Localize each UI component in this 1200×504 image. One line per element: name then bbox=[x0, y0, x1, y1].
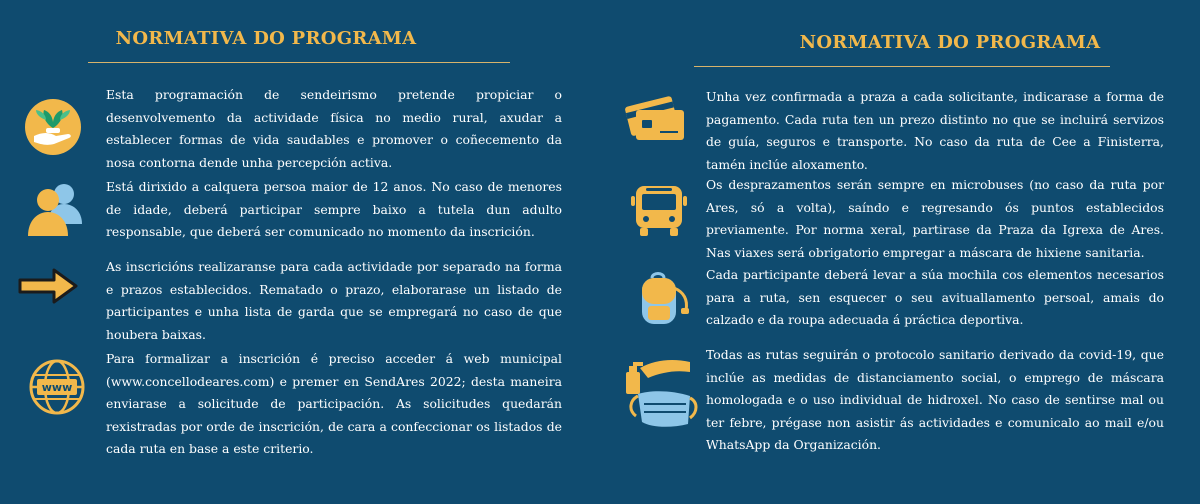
left-title-rule bbox=[88, 62, 510, 63]
right-item-4 bbox=[600, 344, 1200, 459]
backpack-icon bbox=[634, 268, 692, 328]
left-item-1-text: Esta programación de sendeirismo pretende propiciar o desenvolvemento da actividade física no medio rural, axudar a establecer formas de vida saudables e promover o coñecemento da nosa contorna dende unha percepción activa. bbox=[106, 87, 562, 170]
left-item-1 bbox=[0, 84, 600, 174]
plant-hand-icon bbox=[24, 98, 82, 156]
left-item-2 bbox=[0, 176, 600, 246]
right-title: NORMATIVA DO PROGRAMA bbox=[799, 32, 1101, 53]
right-item-3 bbox=[600, 264, 1200, 334]
right-item-1-text: Unha vez confirmada a praza a cada solicitante, indicarase a forma de pagamento. Cada ruta ten un prezo distinto no que se incluirá servizos de guía, seguros e transporte. No caso da ruta de Cee a Finisterra, tamén inclúe aloxamento. bbox=[706, 89, 1164, 172]
www-label: www bbox=[41, 381, 73, 394]
people-icon bbox=[26, 180, 84, 238]
left-item-2-text: Está dirixido a calquera persoa maior de 12 anos. No caso de menores de idade, deberá participar sempre baixo a tutela dun adulto responsable, que deberá ser comunicado no momento da inscrición. bbox=[106, 179, 562, 239]
right-item-2 bbox=[600, 174, 1200, 264]
left-item-3 bbox=[0, 256, 600, 346]
mask-sanitizer-icon bbox=[620, 350, 700, 430]
left-item-4 bbox=[0, 348, 600, 463]
right-column bbox=[600, 0, 1200, 504]
arrow-right-icon bbox=[16, 264, 80, 308]
right-title-rule bbox=[694, 66, 1110, 67]
right-item-1 bbox=[600, 86, 1200, 172]
left-item-3-text: As inscricións realizaranse para cada actividade por separado na forma e prazos establecidos. Rematado o prazo, elaborarase un listado de participantes e unha lista de garda que se empregará no caso de que houbera baixas. bbox=[106, 259, 562, 342]
left-item-4-text: Para formalizar a inscrición é preciso acceder á web municipal (www.concellodeares.com) e premer en SendAres 2022; desta maneira enviarase a solicitude de participación. As solicitudes quedarán rexistradas por orde de inscrición, de cara a confeccionar os listados de cada ruta en base a este criterio. bbox=[106, 351, 562, 456]
credit-card-icon bbox=[622, 90, 690, 146]
globe-www-icon bbox=[28, 358, 86, 416]
right-item-3-text: Cada participante deberá levar a súa mochila cos elementos necesarios para a ruta, sen esquecer o seu avituallamento persoal, amais do calzado e da roupa adecuada á práctica deportiva. bbox=[706, 267, 1164, 327]
left-title: NORMATIVA DO PROGRAMA bbox=[115, 28, 417, 49]
bus-icon bbox=[630, 184, 688, 238]
right-item-2-text: Os desprazamentos serán sempre en microbuses (no caso da ruta por Ares, só a volta), saíndo e regresando ós puntos establecidos previamente. Por norma xeral, partirase da Praza da Igrexa de Ares. Nas viaxes será obrigatorio empregar a máscara de hixiene sanitaria. bbox=[706, 177, 1164, 260]
right-item-4-text: Todas as rutas seguirán o protocolo sanitario derivado da covid-19, que inclúe as medidas de distanciamento social, o emprego de máscara homologada e o uso individual de hidroxel. No caso de sentirse mal ou ter febre, prégase non asistir ás actividades e comunicalo ao mail e/ou WhatsApp da Organización. bbox=[706, 347, 1164, 452]
